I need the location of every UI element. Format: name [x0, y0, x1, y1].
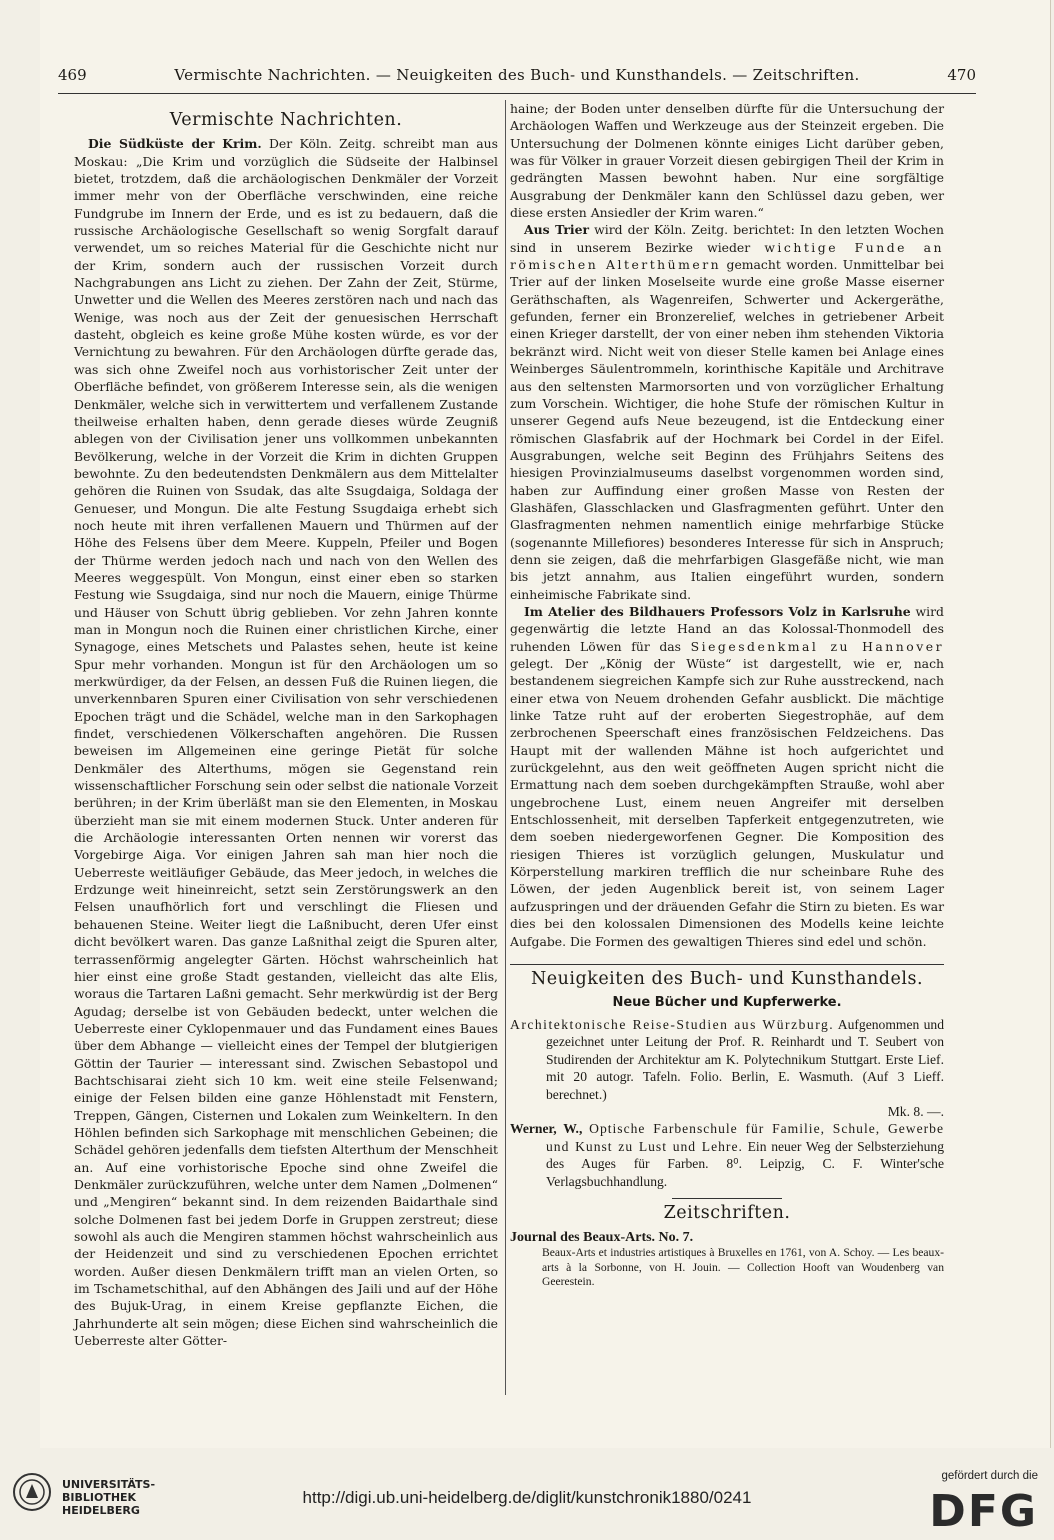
header-rule — [58, 93, 976, 94]
right-column — [510, 100, 944, 1290]
source-url[interactable]: http://digi.ub.uni-heidelberg.de/diglit/kunstchronik1880/0241 — [302, 1488, 752, 1507]
library-name: UNIVERSITÄTS- BIBLIOTHEK HEIDELBERG — [62, 1478, 156, 1517]
article-krim-continued: haine; der Boden unter denselben dürfte für die Untersuchung der Archäologen Waffen und Werkzeuge aus der Steinzeit ergeben. Die Untersuchung der Dolmenen könnte einiges Licht darüber geben, was für Völker in grauer Vorzeit diesen gebirgigen Theil der Krim in gedrängten Massen bewohnt haben. Nur eine sorgfältige Ausgrabung der Denkmäler kann den Schlüssel dazu geben, wer diese ersten Ansiedler der Krim waren.“ — [510, 101, 944, 221]
book-2-text: Ein neuer Weg der Selbsterziehung des Auges für Farben. 8⁰. Leipzig, C. F. Winter'sche Verlagsbuchhandlung. — [546, 1138, 945, 1189]
article-volz-text-b: gelegt. Der „König der Wüste“ ist dargestellt, wie er, nach bestandenem siegreichen Kampfe sich zur Ruhe ausstreckend, nach einer etwa von Neuem drohenden Gefahr ausblickt. Die mächtige linke Tatze ruht auf der eroberten Siegestrophäe, auf dem zerbrochenen Speerschaft eines französischen Feldzeichens. Das Haupt mit der wallenden Mähne ist hoch aufgerichtet und zurückgelehnt, aus den weit geöffneten Augen spricht nicht die Ermattung nach dem soeben durchgekämpften Strauße, wohl aber ungebrochene Lust, einem neuen Angreifer mit derselben Entschlossenheit, mit derselben Tapferkeit entgegenzutreten, wie dem soeben niedergeworfenen Gegner. Die Komposition des riesigen Thieres ist vorzüglich gelungen, Muskulatur und Körperstellung markiren trefflich die nur scheinbare Ruhe des Löwen, der jeden Augenblick bereit ist, von seinem Lager aufzuspringen und der dräuenden Gefahr die Stirn zu bieten. Es war dies bei den kolossalen Dimensionen des Modells keine leichte Aufgabe. Die Formen des gewaltigen Thieres sind edel und schön. — [510, 656, 944, 949]
article-volz-text-a: wird gegenwärtig die letzte Hand an das Kolossal-Thonmodell des ruhenden Löwen für das — [510, 603, 944, 654]
article-volz-spaced: Siegesdenkmal zu Hannover — [690, 638, 944, 654]
book-entry-1 — [510, 1016, 944, 1104]
short-separator — [672, 1198, 782, 1199]
book-entry-2 — [510, 1120, 944, 1190]
dfg-logo: DFG — [929, 1486, 1038, 1537]
footer-bar — [0, 1458, 1054, 1540]
journal-title: Journal des Beaux-Arts. No. 7. — [510, 1229, 694, 1245]
article-trier-head: Aus Trier — [524, 222, 590, 238]
subsection-title: Neue Bücher und Kupferwerke. — [612, 995, 842, 1011]
article-krim-text: Der Köln. Zeitg. schreibt man aus Moskau: „Die Krim und vorzüglich die Südseite der Halbinsel bietet, trotzdem, daß die archäologischen Denkmäler der Vorzeit immer mehr von der Oberfläche verschwinden, eine reiche Fundgrube im Innern der Erde, und es ist zu bedauern, daß die russische Archäologische Gesellschaft so wenig Sorgfalt darauf verwendet, um so reiches Material für die Geschichte nicht nur der Krim, sondern auch der russischen Vorzeit durch Nachgrabungen ans Licht zu ziehen. Der Zahn der Zeit, Stürme, Unwetter und die Wellen des Meeres zerstören nach und nach das Wenige, was noch aus der Zeit der genuesischen Herrschaft dasteht, obgleich es keine große Mühe kosten würde, es vor der Vernichtung zu bewahren. Für den Archäologen dürfte gerade das, was sich ohne Zweifel noch aus vorhistorischer Zeit unter der Oberfläche befindet, von größerem Interesse sein, als die wenigen Denkmäler, welche sich in verwittertem und verfallenem Zustande theilweise erhalten haben, denn gerade dieses würde Zeugniß ablegen von der Civilisation jener uns vollkommen unbekannten Bevölkerung, welche in der Vorzeit die Krim in dichten Gruppen bewohnte. Zu den bedeutendsten Denkmälern aus dem Mittelalter gehören die Ruinen von Ssudak, das alte Ssugdaiga, Soldaga der Genueser, und Mongun. Die alte Festung Ssugdaiga erhebt sich noch heute mit ihren verfallenen Mauern und Thürmen auf der Höhe des Felsens über dem Meere. Kuppeln, Pfeiler und Bogen der Thürme werden jedoch nach und nach von den Wellen des Meeres weggespült. Von Mongun, einst einer eben so starken Festung wie Ssugdaiga, sind nur noch die Mauern, einige Thürme und Häuser von Schutt übrig geblieben. Vor zehn Jahren konnte man in Mongun noch die Ruinen einer christlichen Kirche, einer Synagoge, eines Metschets und Palastes sehen, heute ist keine Spur mehr vorhanden. Mongun ist für den Archäologen um so merkwürdiger, da der Felsen, an dessen Fuß die Ruinen liegen, die unverkennbaren Spuren einer Civilisation von sehr verschiedenen Epochen trägt und die Schädel, welche man in den Sarkophagen findet, verschiedenen Völkerschaften angehören. Die Russen beweisen im Allgemeinen eine geringe Pietät für solche Denkmäler des Alterthums, mögen sie Gegenstand rein wissenschaftlicher Forschung sein oder selbst die nationale Vorzeit berühren; in der Krim überläßt man sie den Elementen, in Moskau überzieht man sie mit einem modernen Stuck. Unter anderen für die Archäologie interessanten Orten nennen wir vorerst das Vorgebirge Aiga. Vor einigen Jahren sah man hier noch die Ueberreste weitläufiger Gebäude, das Meer jedoch, in welches die Erdzunge weit hineinreicht, setzt sein Zerstörungswerk an den Felsen unaufhörlich fort und verschlingt die Fliesen und behauenen Steine. Weiter liegt die Laßnibucht, deren Ufer einst dicht bevölkert waren. Das ganze Laßnithal zeigt die Spuren alter, terrassenförmig angelegter Gärten. Höchst wahrscheinlich hat hier einst eine große Stadt gestanden, vielleicht das alte Elis, woraus die Tartaren Laßni gemacht. Sehr merkwürdig ist der Berg Agudag; derselbe ist von Gebäuden bedeckt, unter welchen die Ueberreste einer Cyklopenmauer und das Fundament eines Baues über dem Abhange — vielleicht eines der Tempel der blutgierigen Göttin der Taurier — interessant sind. Zwischen Sebastopol und Bachtschisarai zieht sich 10 km. weit eine steile Felsenwand; einige der Felsen bilden eine ganze Höhlenstadt mit Fenstern, Treppen, Gängen, Cisternen und Lokalen zum Weinkeltern. In den Höhlen befinden sich Sarkophage mit menschlichen Gebeinen; die Schädel gehören jedenfalls dem tiefsten Alterthum der Menschheit an. Auf eine vorhistorische Epoche sind ohne Zweifel die Denkmäler zurückzuführen, welche unter dem Namen „Dolmenen“ und „Mengiren“ bekannt sind. In dem reizenden Baidarthale sind solche Dolmenen fast bei jedem Dorfe in Gruppen zerstreut; diese sowohl als auch die Mengiren stammen höchst wahrscheinlich aus der Heidenzeit und sind zu verschiedenen Epochen errichtet worden. Außer diesen Denkmälern trifft man an vielen Orten, so im Tschametschithal, auf den Abhängen des Jaili und auf der Höhe des Bujuk-Urag, in einem Kreise gepflanzte Eichen, die Jahrhunderte alt sein mögen; diese Eichen sind wahrscheinlich die Ueberreste alter Götter- — [74, 136, 498, 1349]
article-trier-text-a: wird der Köln. Zeitg. berichtet: In den letzten Wochen sind in unserem Bezirke wieder — [510, 222, 944, 255]
book-1-text: Aufgenommen und gezeichnet unter Leitung der Prof. R. Reinhardt und T. Seubert von Studirenden der Architektur am K. Polytechnikum Stuttgart. Erste Lief. mit 20 autogr. Tafeln. Folio. Berlin, E. Wasmuth. (Auf 3 Lieff. berechnet.) — [546, 1016, 944, 1102]
header-title: Vermischte Nachrichten. — Neuigkeiten des Buch- und Kunsthandels. — Zeitschriften. — [174, 66, 860, 84]
book-2-title: Optische Farbenschule für Familie, Schule, Gewerbe und Kunst zu Lust und Lehre. — [546, 1121, 945, 1154]
article-krim-head: Die Südküste der Krim. — [88, 136, 262, 152]
section-title-vermischte: Vermischte Nachrichten. — [169, 110, 403, 130]
section-separator — [510, 964, 944, 965]
article-volz — [510, 603, 944, 950]
journal-contents: Beaux-Arts et industries artistiques à Bruxelles en 1761, von A. Schoy. — Les beaux-arts à la Sorbonne, von H. Jouin. — Collection Hooft van Woudenberg van Geerestein. — [542, 1246, 944, 1289]
page-number-left: 469 — [58, 66, 87, 84]
article-trier-text-b: gemacht worden. Unmittelbar bei Trier auf der linken Moselseite wurde eine große Masse eiserner Geräthschaften, als Wagenreifen, Schwerter und Ackergeräthe, gefunden, ferner ein Bronzerelief, welches in getriebener Arbeit einen Krieger darstellt, der von einer neben ihm stehenden Viktoria bekränzt wird. Nicht weit von dieser Stelle kamen bei Anlage eines Weinberges Säulentrommeln, korinthische Kapitäle und Architrave aus den seltensten Marmorsorten und von vorzüglicher Erhaltung zum Vorschein. Wichtiger, die hohe Stufe der römischen Kultur in unserer Gegend aufs Neue bezeugend, ist die Entdeckung einer römischen Glasfabrik auf der Hochmark bei Cordel in der Eifel. Ausgrabungen, welche seit Beginn des Frühjahrs Seitens des hiesigen Provinzialmuseums daselbst vorgenommen worden sind, haben zur Auffindung einer großen Masse von Resten der Glashäfen, Glasschlacken und Glasfragmenten geführt. Unter den Glasfragmenten nehmen namentlich einige mehrfarbige Stücke (sogenannte Millefiores) besonderes Interesse für sich in Anspruch; denn sie zeigen, daß die mehrfarbigen Glasgefäße nicht, wie man bis jetzt annahm, aus Italien eingeführt wurden, sondern einheimische Fabrikate sind. — [510, 257, 944, 602]
book-2-author: Werner, W., — [510, 1121, 583, 1137]
book-1-title: Architektonische Reise-Studien aus Würzburg. — [510, 1016, 835, 1032]
article-volz-head: Im Atelier des Bildhauers Professors Volz in Karlsruhe — [524, 603, 911, 619]
article-krim — [74, 135, 498, 1349]
running-header — [58, 62, 976, 90]
section-title-zeitschriften: Zeitschriften. — [663, 1203, 791, 1224]
section-title-neuigkeiten: Neuigkeiten des Buch- und Kunsthandels. — [530, 968, 924, 989]
column-divider — [505, 100, 506, 1395]
article-trier-spaced: wichtige Funde an römischen Alterthümern — [510, 239, 944, 273]
page-number-right: 470 — [947, 66, 976, 84]
left-column — [74, 100, 498, 1349]
funding-note: gefördert durch die — [941, 1470, 1038, 1482]
book-1-price: Mk. 8. —. — [887, 1104, 944, 1120]
article-trier — [510, 221, 944, 603]
